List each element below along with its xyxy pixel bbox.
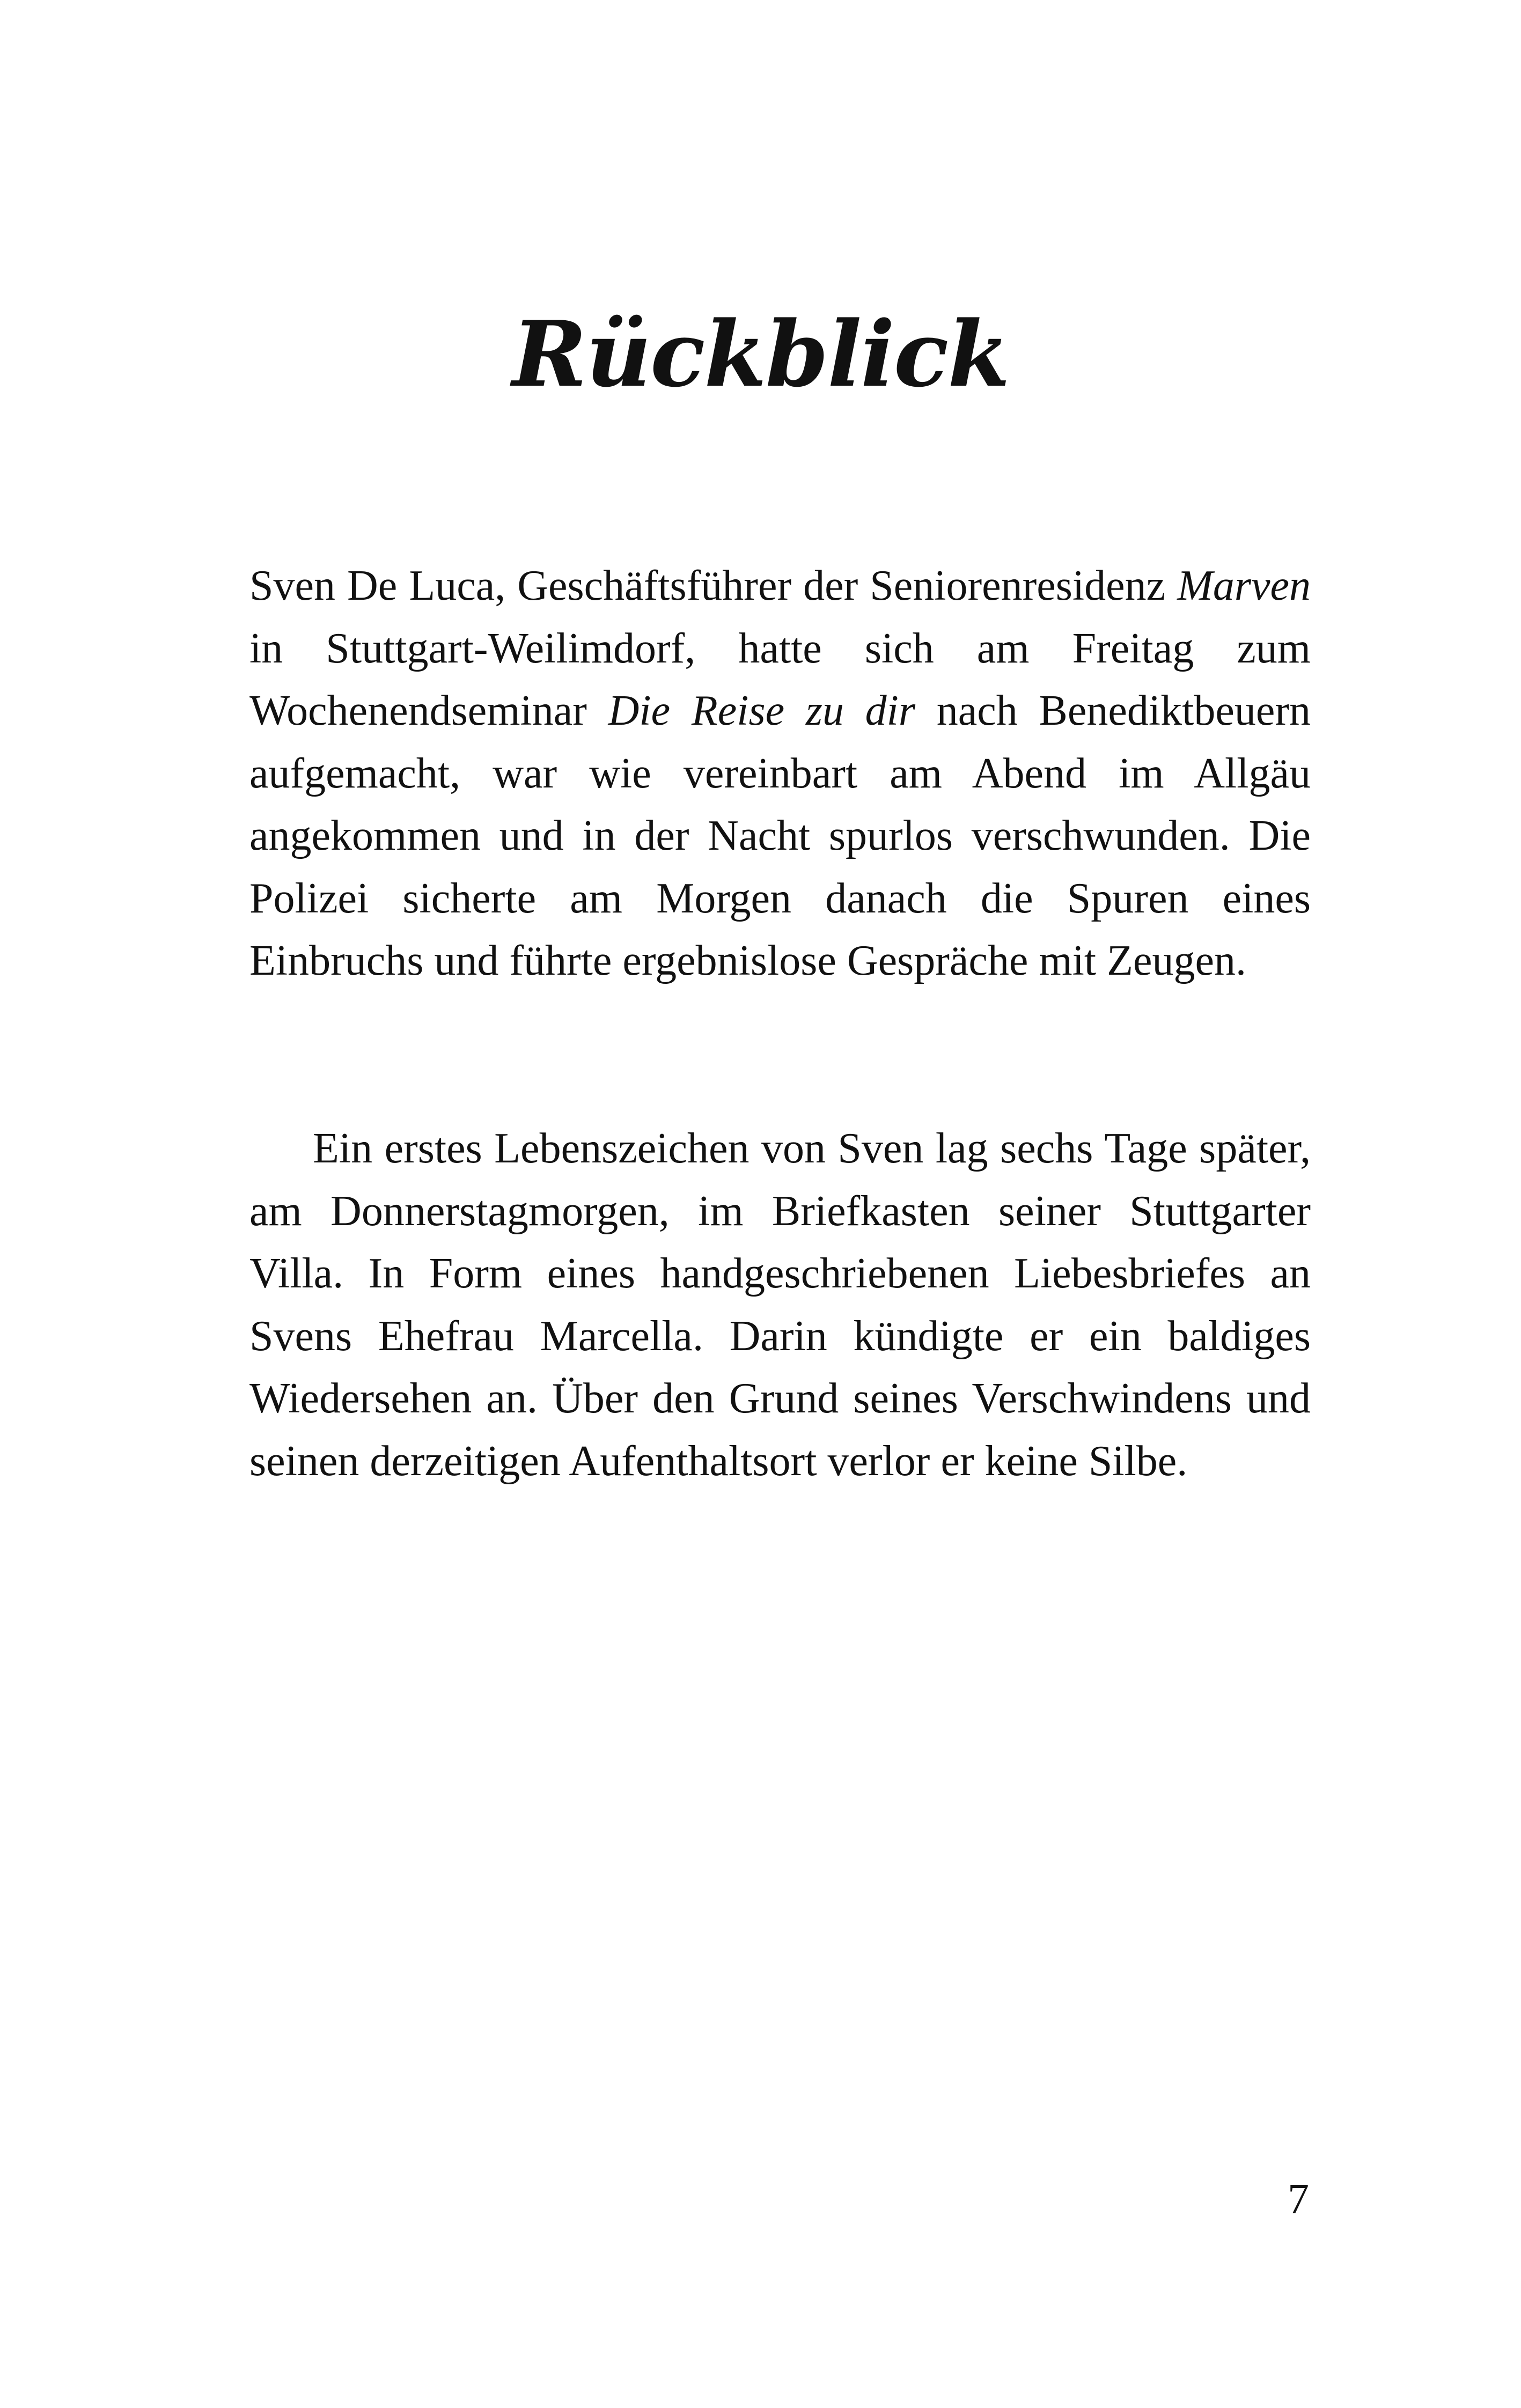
paragraph-1-text-2: in Stuttgart-Weilimdorf, hatte sich am Freitag zum Wochenendseminar	[249, 624, 1311, 734]
chapter-title: Rückblick	[512, 301, 1009, 407]
paragraph-1-text-1: Sven De Luca, Geschäftsführer der Seniorenresidenz	[249, 562, 1178, 609]
paragraph-2-text: Ein erstes Lebenszeichen von Sven lag sechs Tage später, am Donnerstagmorgen, im Briefkasten seiner Stuttgarter Villa. In Form eines handgeschriebenen Liebesbriefes an Svens Ehefrau Marcella. Darin kündigte er ein baldiges Wiedersehen an. Über den Grund seines Verschwindens und seinen derzeitigen Aufenthaltsort verlor er keine Silbe.	[249, 1125, 1311, 1485]
paragraph-1-italic-seminar: Die Reise zu dir	[608, 687, 916, 734]
paragraph-1-italic-residence: Marven	[1177, 562, 1311, 609]
paragraph-2	[249, 1117, 1311, 1492]
page-number: 7	[1288, 2176, 1309, 2223]
paragraph-1	[249, 555, 1311, 992]
paragraph-1-text-3: nach Benediktbeuern aufgemacht, war wie vereinbart am Abend im Allgäu angekommen und in der Nacht spurlos verschwunden. Die Polizei sicherte am Morgen danach die Spuren eines Einbruchs und führte ergebnislose Gespräche mit Zeugen.	[249, 687, 1311, 984]
